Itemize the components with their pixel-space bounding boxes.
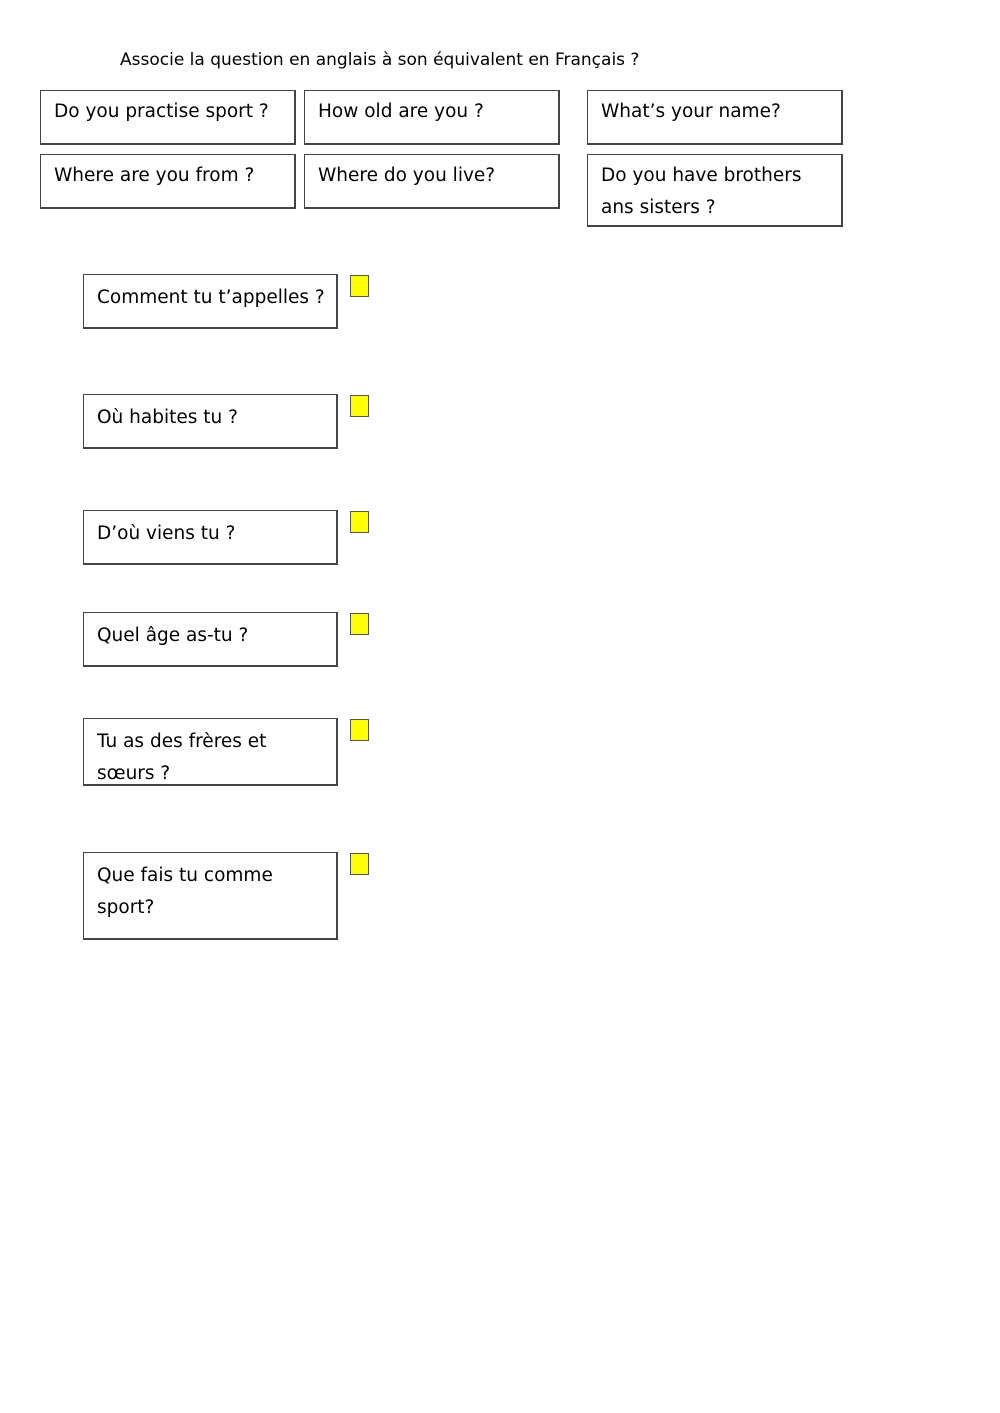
drop-zone[interactable] xyxy=(350,275,369,297)
french-card: Où habites tu ? xyxy=(83,394,338,449)
french-card: D’où viens tu ? xyxy=(83,510,338,565)
english-card[interactable]: Do you practise sport ? xyxy=(40,90,296,145)
english-card[interactable]: Where do you live? xyxy=(304,154,560,209)
english-card[interactable]: What’s your name? xyxy=(587,90,843,145)
english-card[interactable]: How old are you ? xyxy=(304,90,560,145)
drop-zone[interactable] xyxy=(350,613,369,635)
drop-zone[interactable] xyxy=(350,719,369,741)
english-card[interactable]: Where are you from ? xyxy=(40,154,296,209)
instruction-text: Associe la question en anglais à son équivalent en Français ? xyxy=(120,50,640,70)
french-card: Quel âge as-tu ? xyxy=(83,612,338,667)
drop-zone[interactable] xyxy=(350,853,369,875)
drop-zone[interactable] xyxy=(350,395,369,417)
french-card: Que fais tu comme sport? xyxy=(83,852,338,940)
french-card: Comment tu t’appelles ? xyxy=(83,274,338,329)
drop-zone[interactable] xyxy=(350,511,369,533)
french-card: Tu as des frères et sœurs ? xyxy=(83,718,338,786)
english-card[interactable]: Do you have brothers ans sisters ? xyxy=(587,154,843,227)
